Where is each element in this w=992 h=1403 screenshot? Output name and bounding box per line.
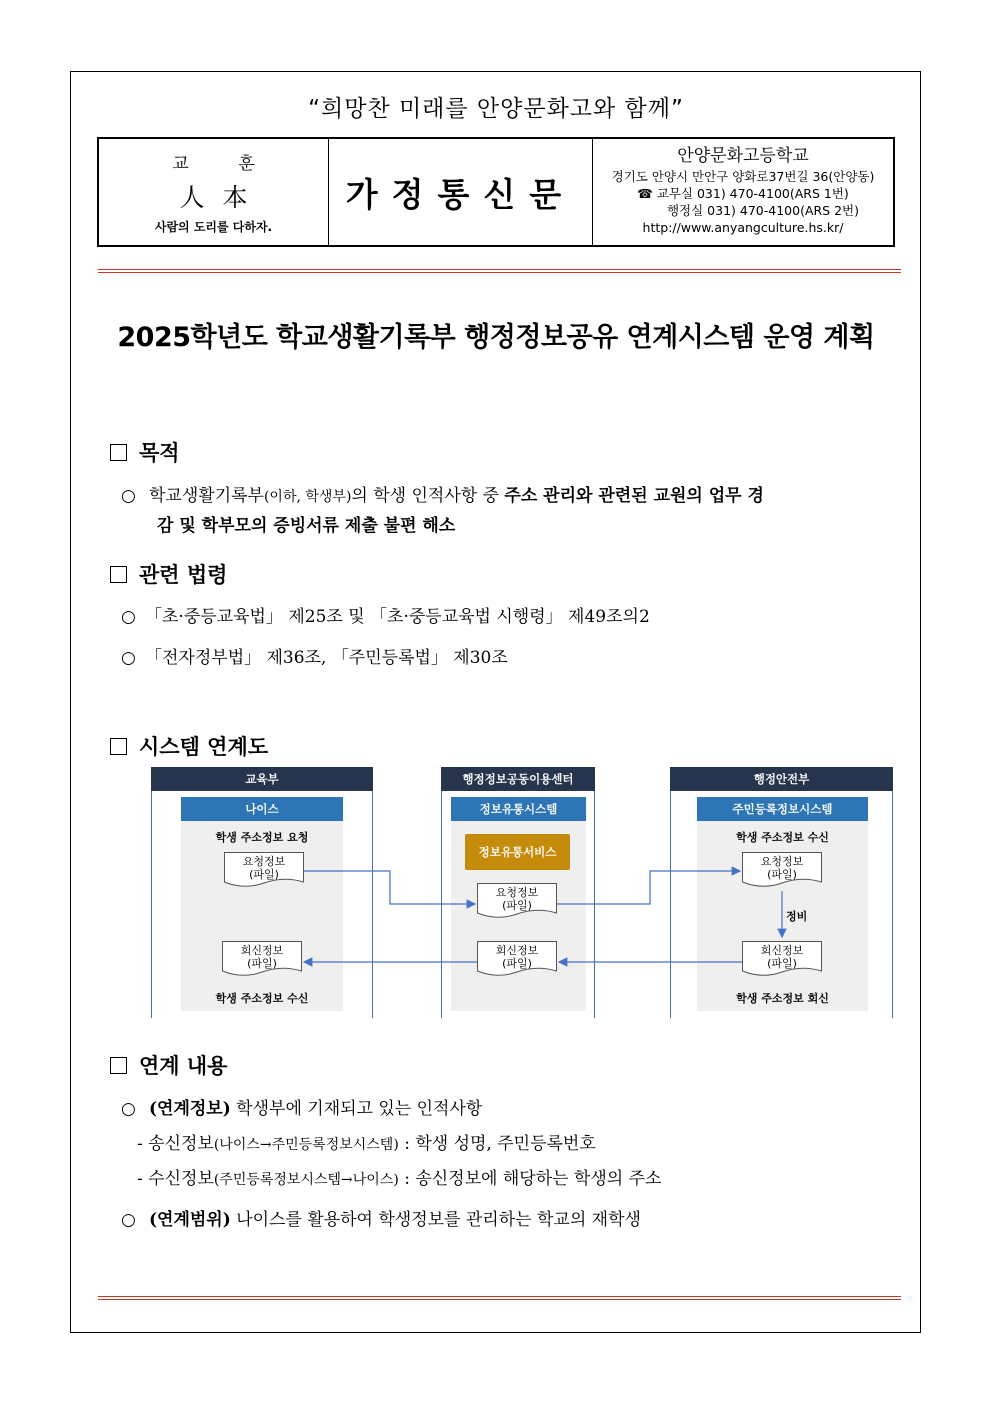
distribution-service: 정보유통서비스 bbox=[465, 834, 570, 870]
phone-admin: 행정실 031) 470-4100(ARS 2번) bbox=[666, 203, 859, 218]
section-content-heading: 연계 내용 bbox=[110, 1050, 227, 1080]
phone-academic: ☎ 교무실 031) 470-4100(ARS 1번) bbox=[637, 186, 849, 201]
arrow-request-to-resident bbox=[557, 871, 740, 904]
section-system-heading: 시스템 연계도 bbox=[110, 731, 268, 761]
circle-bullet-icon: ○ bbox=[121, 1099, 136, 1119]
checkbox-square-icon bbox=[110, 566, 127, 583]
col-ministry-education-title: 교육부 bbox=[151, 767, 373, 791]
purpose-line-1: ○ 학교생활기록부(이하, 학생부)의 학생 인적사항 중 주소 관리와 관련된 교원의 업무 경 bbox=[121, 486, 764, 506]
distribution-system-title: 정보유통시스템 bbox=[451, 797, 586, 821]
doc-neis-reply: 회신정보 (파일) bbox=[222, 941, 302, 977]
checkbox-square-icon bbox=[110, 444, 127, 461]
col1-top-label: 학생 주소정보 요청 bbox=[215, 831, 309, 844]
bottom-divider bbox=[98, 1296, 901, 1300]
col3-top-label: 학생 주소정보 수신 bbox=[736, 831, 829, 844]
circle-bullet-icon: ○ bbox=[121, 486, 136, 506]
system-diagram bbox=[151, 767, 893, 1018]
doc-center-reply: 회신정보 (파일) bbox=[477, 941, 557, 977]
law-item-1: ○ 「초·중등교육법」 제25조 및 「초·중등교육법 시행령」 제49조의2 bbox=[121, 607, 650, 627]
law-item-2: ○ 「전자정부법」 제36조, 「주민등록법」 제30조 bbox=[121, 648, 508, 668]
purpose-line-2: 감 및 학부모의 증빙서류 제출 불편 해소 bbox=[157, 516, 456, 536]
section-purpose-heading: 목적 bbox=[110, 437, 180, 467]
process-label: 정비 bbox=[786, 910, 808, 923]
content-sub-1: - 송신정보(나이스→주민등록정보시스템) : 학생 성명, 주민등록번호 bbox=[137, 1134, 596, 1154]
section-law-heading: 관련 법령 bbox=[110, 559, 227, 589]
doc-resident-reply: 회신정보 (파일) bbox=[742, 941, 822, 977]
col3-bottom-label: 학생 주소정보 회신 bbox=[736, 992, 829, 1005]
header-table bbox=[97, 137, 895, 247]
top-divider bbox=[98, 269, 901, 273]
neis-title: 나이스 bbox=[181, 797, 343, 821]
circle-bullet-icon: ○ bbox=[121, 1210, 136, 1230]
doc-type: 가정통신문 bbox=[329, 139, 593, 245]
col-ministry-interior-title: 행정안전부 bbox=[670, 767, 893, 791]
col1-bottom-label: 학생 주소정보 수신 bbox=[215, 992, 309, 1005]
doc-neis-request: 요청정보 (파일) bbox=[224, 852, 304, 888]
content-item-1: ○ (연계정보) 학생부에 기재되고 있는 인적사항 bbox=[121, 1099, 483, 1119]
doc-center-request: 요청정보 (파일) bbox=[477, 883, 557, 919]
resident-system-title: 주민등록정보시스템 bbox=[697, 797, 868, 821]
arrow-request-to-center bbox=[304, 871, 475, 904]
content-item-2: ○ (연계범위) 나이스를 활용하여 학생정보를 관리하는 학교의 재학생 bbox=[121, 1210, 641, 1230]
school-name: 안양문화고등학교 bbox=[677, 146, 809, 166]
motto: 人本 bbox=[179, 183, 266, 212]
checkbox-square-icon bbox=[110, 738, 127, 755]
col-share-center-title: 행정정보공동이용센터 bbox=[441, 767, 595, 791]
motto-cell bbox=[99, 139, 329, 245]
school-info bbox=[593, 139, 893, 245]
doc-resident-request: 요청정보 (파일) bbox=[742, 852, 822, 888]
flow-arrows bbox=[151, 767, 893, 1018]
page-title: 2025학년도 학교생활기록부 행정정보공유 연계시스템 운영 계획 bbox=[117, 322, 875, 353]
circle-bullet-icon: ○ bbox=[121, 648, 136, 668]
circle-bullet-icon: ○ bbox=[121, 607, 136, 627]
checkbox-square-icon bbox=[110, 1057, 127, 1074]
motto-subtitle: 사람의 도리를 다하자. bbox=[154, 220, 273, 234]
school-url[interactable]: http://www.anyangculture.hs.kr/ bbox=[642, 220, 844, 235]
slogan: “희망찬 미래를 안양문화고와 함께” bbox=[308, 96, 684, 122]
content-sub-2: - 수신정보(주민등록정보시스템→나이스) : 송신정보에 해당하는 학생의 주소 bbox=[137, 1169, 662, 1189]
motto-label: 교 훈 bbox=[172, 154, 277, 174]
school-address: 경기도 안양시 만안구 양화로37번길 36(안양동) bbox=[611, 169, 875, 184]
